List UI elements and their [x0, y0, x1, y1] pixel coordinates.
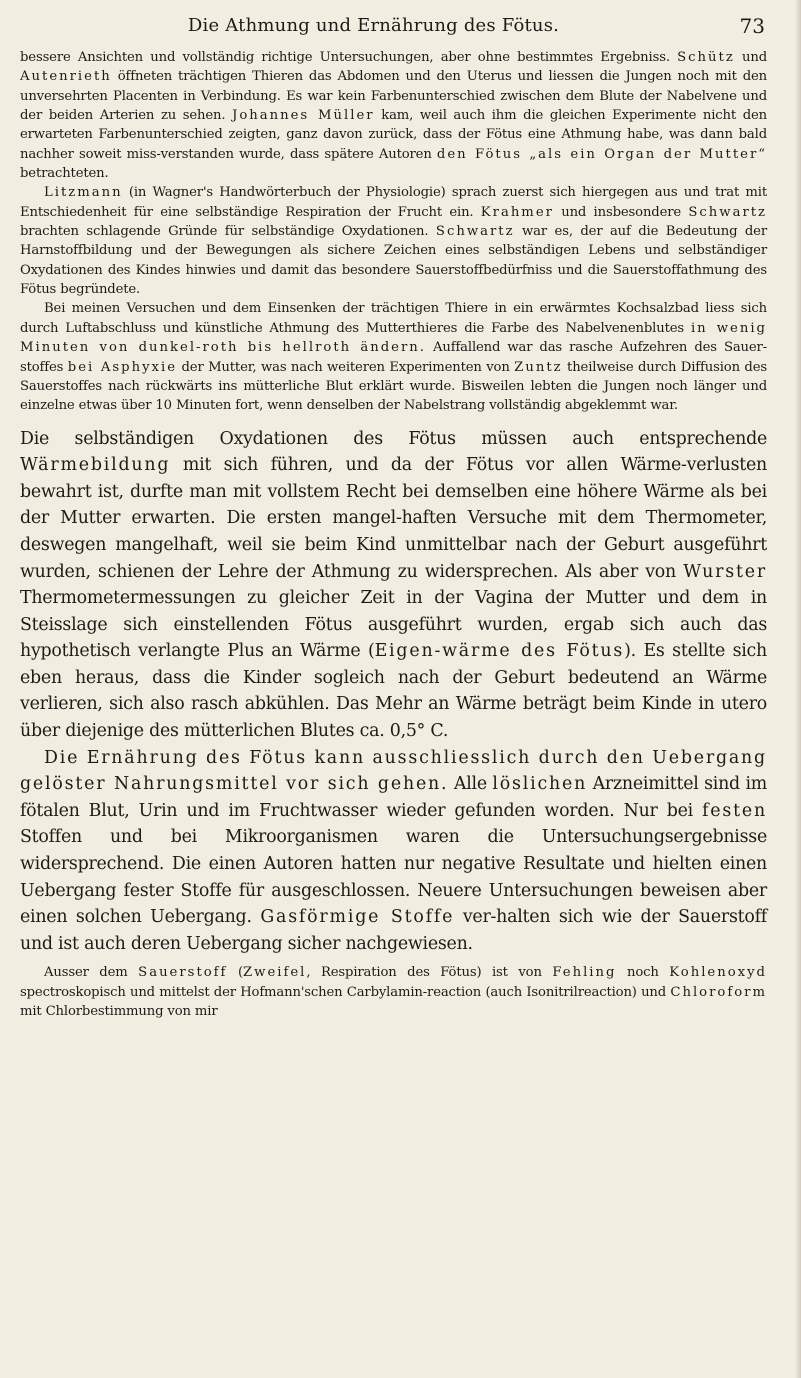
- author-name: Schütz: [677, 50, 735, 65]
- text-run: Alle: [448, 774, 493, 795]
- paragraph-4: [20, 426, 767, 745]
- text-run: öffneten trächtigen Thieren das Abdomen und den Uterus und liessen die Jungen noch mit den unversehrten Placenten in Verbindung. Es war kein Farbenunterschied zwischen dem Blute der Nabelvene und der beiden Arterien zu sehen.: [20, 69, 767, 124]
- page-edge-shadow: [795, 0, 801, 1378]
- text-run: ). Es stellte sich eben heraus, dass die Kinder sogleich nach der Geburt bedeutend an Wärme verlieren, sich also rasch abkühlen. Das Mehr an Wärme beträgt beim Kinde in utero über diejenige des mütterlichen Blutes ca. 0,5° C.: [20, 641, 767, 742]
- emphasis: Chloroform: [670, 984, 767, 1000]
- author-name: Krahmer: [480, 204, 554, 220]
- text-run: ver-halten sich wie der Sauerstoff und ist auch deren Uebergang sicher nachgewiesen.: [20, 907, 767, 954]
- text-run: Die selbständigen Oxydationen des Fötus müssen auch entsprechende: [20, 428, 767, 449]
- text-run: bessere Ansichten und vollständig richtige Untersuchungen, aber ohne bestimmtes Ergebniss.: [20, 50, 678, 65]
- text-run: Auffallend war das rasche Aufzehren des Sauer-stoffes: [20, 340, 767, 375]
- text-run: und insbesondere: [553, 204, 689, 220]
- paragraph-6: [20, 963, 767, 1021]
- emphasis: Sauerstoff: [138, 965, 228, 981]
- emphasis: Wärmebildung: [20, 455, 171, 476]
- text-run: Stoffen und bei Mikroorganismen waren die Untersuchungsergebnisse widersprechend. Die einen Autoren hatten nur negative Resultate und hielten einen Uebergang fester Stoffe für ausgeschlossen. Neuere Untersuchungen beweisen aber einen solchen Uebergang.: [20, 827, 767, 928]
- text-run: , Respiration des Fötus) ist von: [306, 965, 553, 981]
- text-run: und: [734, 50, 767, 65]
- running-title: Die Athmung und Ernährung des Fötus.: [187, 15, 560, 36]
- emphasis: festen: [702, 800, 767, 821]
- page-header: [20, 14, 767, 48]
- paragraph-5: [20, 745, 767, 958]
- author-name: Zuntz: [514, 359, 563, 375]
- author-name: Johannes Müller: [232, 108, 375, 124]
- text-run: brachten schlagende Gründe für selbständige Oxydationen.: [20, 224, 436, 240]
- author-name: Schwartz: [688, 204, 767, 220]
- text-run: noch: [616, 965, 670, 981]
- emphasis: Die Ernährung des Fötus kann ausschliesslich durch den Uebergang gelöster Nahrungsmittel vor sich gehen.: [20, 747, 767, 795]
- emphasis: Eigen-wärme des Fötus: [374, 641, 625, 662]
- emphasis: löslichen: [492, 774, 588, 795]
- text-run: war es, der auf die Bedeutung der Harnstoffbildung und der Bewegungen als sichere Zeichen eines selbständigen Lebens und selbständiger Oxydationen des Kindes hinwies und damit das besondere Sauerstoffbedürfniss und die Sauerstoffathmung des Fötus begründete.: [20, 224, 767, 298]
- paragraph-1: [20, 48, 767, 183]
- text-run: mit Chlorbestimmung von mir: [20, 1004, 218, 1020]
- author-name: Schwartz: [435, 224, 515, 240]
- text-run: kam, weil auch ihm die gleichen Experimente nicht den erwarteten Farbenunterschied zeigten, ganz davon zurück, dass der Fötus eine Athmung habe, was dann bald nachher soweit miss-verstanden wurde, dass spätere Autoren: [20, 108, 767, 162]
- author-name: Wurster: [683, 561, 767, 582]
- emphasis: bei Asphyxie: [67, 359, 178, 375]
- author-name: Litzmann: [44, 185, 123, 201]
- author-name: Zweifel: [243, 965, 307, 981]
- paragraph-3: [20, 299, 767, 415]
- text-run: betrachteten.: [20, 166, 109, 182]
- emphasis: in wenig Minuten von dunkel-roth bis hellroth ändern.: [20, 320, 767, 356]
- text-run: Thermometermessungen zu gleicher Zeit in der Vagina der Mutter und dem in Steisslage sich einstellenden Fötus ausgeführt wurden, ergab sich auch das hypothetisch verlangte Plus an Wärme (: [20, 588, 767, 662]
- text-run: mit sich führen, und da der Fötus vor allen Wärme-verlusten bewahrt ist, durfte man mit vollstem Recht bei demselben eine höhere Wärme als bei der Mutter erwarten. Die ersten mangel-haften Versuche mit dem Thermometer, deswegen mangelhaft, weil sie beim Kind unmittelbar nach der Geburt ausgeführt wurden, schienen der Lehre der Athmung zu widersprechen. Als aber von: [20, 455, 767, 582]
- text-run: der Mutter, was nach weiteren Experimenten von: [177, 359, 515, 375]
- emphasis: den Fötus „als ein Organ der Mutter“: [436, 146, 767, 162]
- text-run: (: [227, 965, 243, 981]
- paragraph-2: [20, 183, 767, 299]
- author-name: Autenrieth: [20, 69, 112, 85]
- text-run: (in Wagner's Handwörterbuch der Physiologie) sprach zuerst sich hiergegen aus und trat mit Entschiedenheit für eine selbständige Respiration der Frucht ein.: [20, 185, 767, 220]
- text-run: theilweise durch Diffusion des Sauerstoffes nach rückwärts ins mütterliche Blut erklärt wurde. Bisweilen lebten die Jungen noch länger und einzelne etwas über 10 Minuten fort, wenn denselben der Nabelstrang vollständig abgeklemmt war.: [20, 359, 767, 414]
- page-number: 73: [739, 14, 765, 38]
- author-name: Fehling: [552, 965, 617, 981]
- text-run: Ausser dem: [44, 965, 139, 981]
- text-run: Bei meinen Versuchen und dem Einsenken der trächtigen Thiere in ein erwärmtes Kochsalzbad liess sich durch Luftabschluss und künstliche Athmung des Mutterthieres die Farbe des Nabelvenenblutes: [20, 301, 767, 336]
- text-run: spectroskopisch und mittelst der Hofmann'schen Carbylamin-reaction (auch Isonitrilreaction) und: [20, 984, 671, 1000]
- emphasis: Kohlenoxyd: [669, 965, 767, 981]
- emphasis: Gasförmige Stoffe: [260, 907, 455, 928]
- text-run: Arzneimittel sind im fötalen Blut, Urin und im Fruchtwasser wieder gefunden worden. Nur bei: [20, 774, 768, 821]
